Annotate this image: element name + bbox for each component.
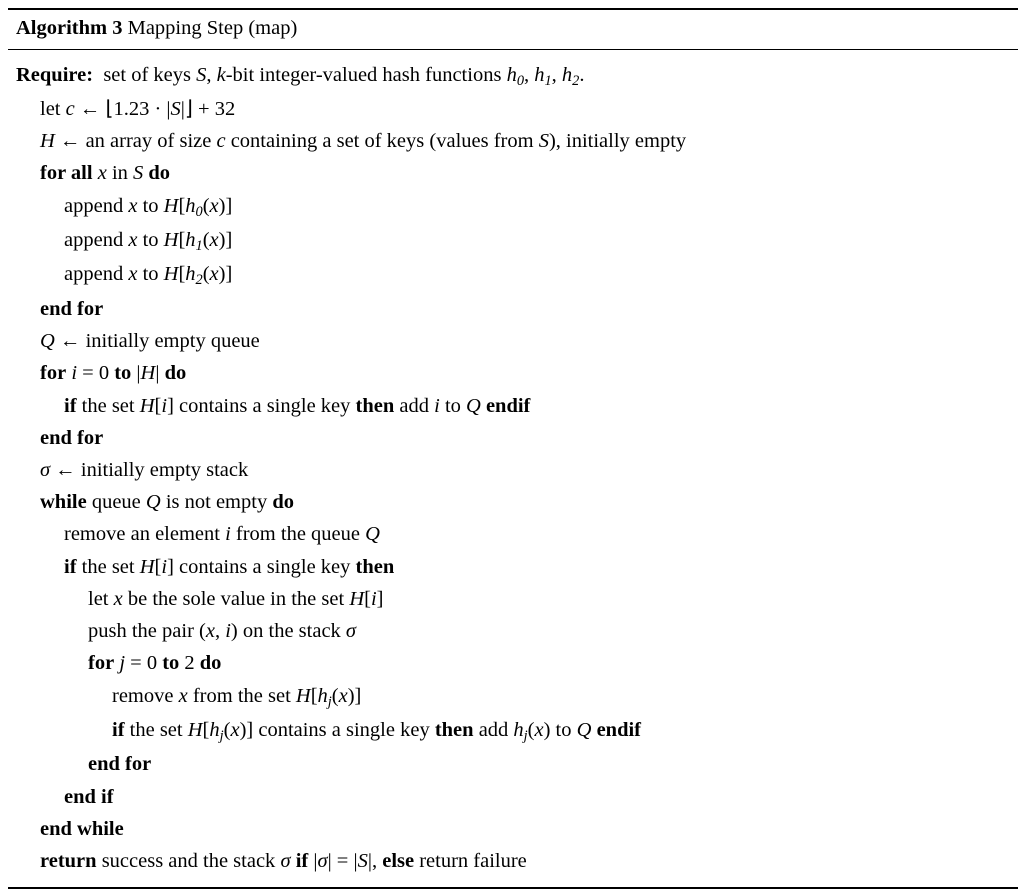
algorithm-line-end-for-3: end for — [88, 753, 152, 776]
algorithm-line-if-single-key-2: if the set H[i] contains a single key then — [64, 555, 395, 578]
algorithm-line-append-h1: append x to $H[h_1(x)]$ — [64, 229, 233, 255]
algorithm-line-array-h: H ← an array of size c containing a set of keys (values from S), initially empty — [40, 130, 687, 153]
algorithm-line-append-h0: append x to $H[h_0(x)]$ — [64, 194, 233, 220]
algorithm-line-let-c: let c ← ⌊1.23 · |S|⌋ + 32 — [40, 98, 236, 120]
algorithm-line-require: Require: set of keys S, k-bit integer-valued hash functions $h_0$, $h_1$, $h_2$. — [16, 63, 585, 89]
algorithm-line-for-i: for i = 0 to |H| do — [40, 362, 187, 385]
algorithm-line-end-for-1: end for — [40, 297, 104, 320]
algorithm-line-end-if: end if — [64, 785, 114, 808]
algorithm-line-queue-q: Q ← initially empty queue — [40, 330, 260, 353]
algorithm-block — [8, 8, 1018, 889]
algorithm-line-append-h2: append x to $H[h_2(x)]$ — [64, 263, 233, 289]
algorithm-line-stack-sigma: σ ← initially empty stack — [40, 459, 249, 481]
algorithm-line-let-x-sole: let x be the sole value in the set H[i] — [88, 587, 384, 610]
algorithm-line-return: return success and the stack σ if |σ| = |S|, else return failure — [40, 850, 527, 873]
algorithm-line-end-while: end while — [40, 817, 124, 840]
algorithm-line-for-all-x: for all x in S do — [40, 162, 171, 185]
algorithm-line-end-for-2: end for — [40, 426, 104, 449]
algorithm-line-remove-x: remove x from the set $H[h_j(x)]$ — [112, 684, 362, 710]
algorithm-title-text: Mapping Step (map) — [127, 17, 298, 39]
algorithm-line-if-single-key-3: if the set $H[h_j(x)]$ contains a single key then add $h_j(x)$ to Q endif — [112, 719, 642, 745]
algorithm-line-while-queue: while queue Q is not empty do — [40, 491, 294, 514]
algorithm-line-if-single-key-1: if the set H[i] contains a single key then add i to Q endif — [64, 394, 531, 417]
algorithm-line-for-j: for j = 0 to 2 do — [88, 652, 222, 675]
algorithm-label: Algorithm 3 — [16, 17, 123, 39]
algorithm-title — [8, 10, 1018, 49]
algorithm-line-push-pair: push the pair (x, i) on the stack σ — [88, 620, 357, 643]
algorithm-body — [8, 50, 1018, 888]
algorithm-line-remove-element: remove an element i from the queue Q — [64, 523, 380, 546]
